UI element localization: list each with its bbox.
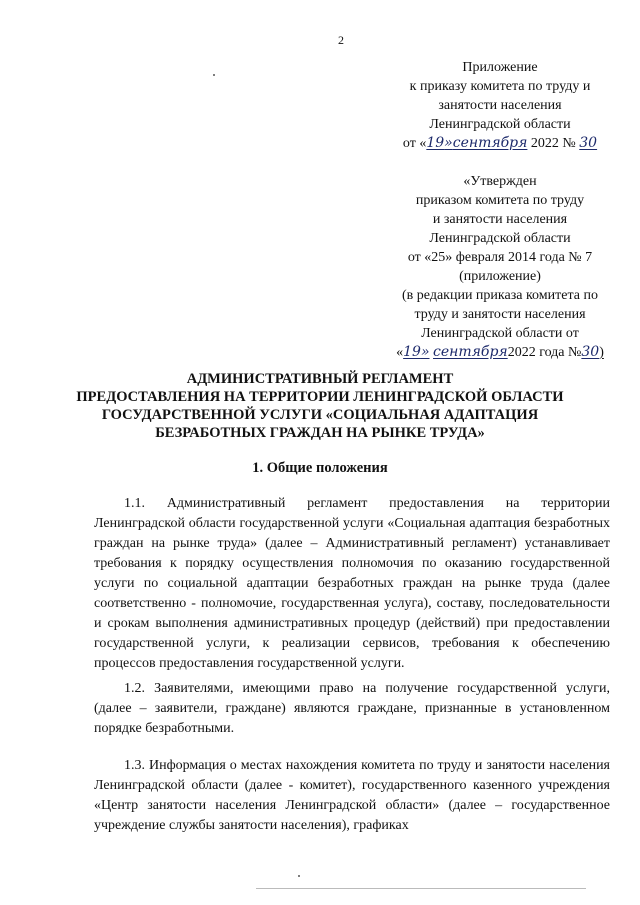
- appendix-line: занятости населения: [438, 98, 562, 113]
- approval-date-mid: »: [420, 344, 430, 360]
- approval-order-number-handwritten: 30: [581, 344, 600, 360]
- appendix-date-month-handwritten: сентября: [452, 135, 528, 151]
- paragraph-1-3: 1.3. Информация о местах нахождения комитета по труду и занятости населения Ленинградской области (далее - комитет), государственного казенного учреждения «Центр занятости населения Ленинградской области» (далее – государственное учреждение службы занятости населения), графиках: [94, 758, 610, 833]
- approval-date-year: 2022 года №: [507, 345, 582, 360]
- title-line: БЕЗРАБОТНЫХ ГРАЖДАН НА РЫНКЕ ТРУДА»: [155, 425, 485, 441]
- appendix-order-number-handwritten: 30: [579, 135, 598, 151]
- approval-date-month-handwritten: сентября: [433, 344, 508, 360]
- scan-speck: [213, 74, 215, 76]
- appendix-line: к приказу комитета по труду и: [409, 79, 591, 94]
- appendix-date-prefix: от «: [402, 136, 427, 151]
- approval-line: труду и занятости населения: [414, 307, 586, 322]
- title-line: ПРЕДОСТАВЛЕНИЯ НА ТЕРРИТОРИИ ЛЕНИНГРАДСКОЙ ОБЛАСТИ: [76, 389, 564, 405]
- title-line: АДМИНИСТРАТИВНЫЙ РЕГЛАМЕНТ: [186, 371, 454, 387]
- approval-line: «Утвержден: [463, 174, 537, 189]
- approval-line: от «25» февраля 2014 года № 7: [407, 250, 593, 265]
- title-line: ГОСУДАРСТВЕННОЙ УСЛУГИ «СОЦИАЛЬНАЯ АДАПТАЦИЯ: [101, 407, 539, 423]
- approval-line: Ленинградской области: [429, 231, 571, 246]
- approval-line: Ленинградской области от: [421, 326, 579, 341]
- appendix-line: Ленинградской области: [429, 117, 571, 132]
- approval-line: приказом комитета по труду: [415, 193, 585, 208]
- approval-date-day-handwritten: 19: [403, 344, 421, 360]
- approval-line: (приложение): [459, 269, 541, 284]
- approval-date-open: «: [396, 345, 404, 360]
- approval-block: [380, 172, 620, 362]
- approval-date-close: ): [599, 345, 604, 360]
- document-title: [60, 370, 580, 442]
- scan-bottom-edge: [256, 888, 586, 889]
- scan-speck: [298, 875, 300, 877]
- appendix-line: Приложение: [462, 60, 538, 75]
- page-number: 2: [338, 33, 344, 47]
- appendix-date-day-handwritten: 19: [426, 135, 445, 151]
- approval-date-line: [380, 343, 620, 362]
- paragraph-1-2: 1.2. Заявителями, имеющими право на получение государственной услуги, (далее – заявители, граждане) являются граждане, признанные в установленном порядке безработными.: [94, 681, 610, 736]
- paragraph-1-1: 1.1. Административный регламент предоставления на территории Ленинградской области государственной услуги «Социальная адаптация безработных граждан на рынке труда» (далее – Административный регламент) устанавливает требования к порядку осуществления полномочия по оказанию государственной услуги по социальной адаптации безработных граждан на рынке труда (далее соответственно - полномочие, государственная услуга), составу, последовательности и срокам выполнения административных процедур (действий) при предоставлении государственной услуги, к реализации сервисов, требования к обеспечению процессов предоставления государственной услуги.: [94, 496, 610, 671]
- appendix-date-year: 2022 №: [527, 136, 576, 151]
- approval-line: и занятости населения: [432, 212, 568, 227]
- appendix-block: [380, 58, 620, 153]
- appendix-date-mid: »: [444, 135, 453, 151]
- approval-line: (в редакции приказа комитета по: [402, 288, 598, 303]
- appendix-date-line: [380, 134, 620, 153]
- section-heading: 1. Общие положения: [252, 460, 388, 476]
